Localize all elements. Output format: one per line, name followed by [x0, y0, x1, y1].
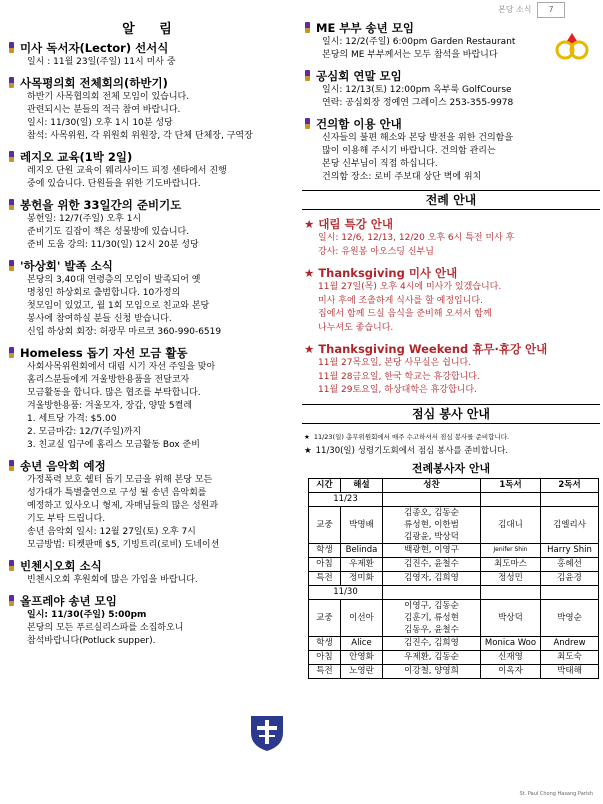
star-icon: ★ — [304, 266, 315, 280]
notice-item — [6, 149, 298, 191]
liturgy-line: 11월 29토요일, 하상대학은 휴강합니다. — [318, 385, 477, 395]
bullet-marker-icon — [9, 42, 14, 53]
bullet-marker-icon — [9, 260, 14, 271]
table-cell: Belinda — [341, 543, 383, 557]
page-header — [0, 0, 603, 20]
lunch-text: 11/23(일) 총무위원회에서 매주 수고하셔서 점심 봉사를 준비합니다. — [313, 432, 510, 441]
table-cell: 우제환 — [341, 557, 383, 571]
liturgy-line: 집에서 함께 드실 음식을 준비해 오셔서 함께 — [318, 309, 492, 319]
notice-line: 모금활동을 합니다. 많은 협조를 부탁합니다. — [27, 388, 201, 398]
table-cell: 김대니 — [481, 506, 541, 543]
notice-title-text: 레지오 교육(1박 2일) — [20, 150, 133, 164]
notice-line: 1. 세트당 가격: $5.00 — [27, 414, 117, 424]
liturgy-line: 나누셔도 좋습니다. — [318, 322, 394, 333]
bullet-marker-icon — [9, 199, 14, 210]
liturgy-line: 11월 27일(목) 오후 4시에 미사가 있겠습니다. — [318, 282, 502, 292]
notice-item — [6, 40, 298, 69]
table-cell: 이선아 — [341, 599, 383, 636]
bullet-marker-icon — [9, 77, 14, 88]
table-cell: 박영순 — [541, 599, 599, 636]
star-icon: ★ — [304, 432, 310, 441]
bullet-marker-icon — [9, 595, 14, 606]
notice-line: 많이 이용해 주시기 바랍니다. 건의함 관리는 — [322, 146, 496, 156]
table-cell-line: 김훈기, 류성현 — [404, 612, 459, 623]
notice-line: 중에 있습니다. 단원들을 위한 기도바랍니다. — [27, 179, 201, 189]
liturgy-line: 강사: 유원봉 아오스딩 신부님 — [318, 246, 434, 257]
notice-line: 일시 : 11월 23일(주일) 11시 미사 중 — [27, 57, 176, 67]
table-cell: Jenifer Shin — [481, 543, 541, 557]
table-cell: 우제환, 김동순 — [383, 650, 481, 664]
notice-line: 참석바랍니다(Potluck supper). — [27, 636, 156, 646]
table-cell: 학생 — [309, 543, 341, 557]
notice-line: 본당 신부님이 직접 하십니다. — [322, 159, 438, 169]
notice-line: 본당의 모든 푸르실리스파를 소집하오니 — [27, 623, 184, 633]
left-column — [6, 20, 298, 654]
table-cell: 박상덕 — [481, 599, 541, 636]
notice-title-text: 공심회 연말 모임 — [316, 69, 402, 83]
notice-line: 겨울방한용품: 겨울모자, 장갑, 양말 5켤레 — [27, 401, 193, 411]
notice-title-text: 봉헌을 위한 33일간의 준비기도 — [20, 198, 182, 212]
table-cell: 학생 — [309, 636, 341, 650]
notice-line: 연락: 공심회장 정예연 그레이스 253-355-9978 — [322, 98, 514, 108]
notice-line: 홈리스분들에게 겨울방한용품을 전달코자 — [27, 375, 190, 385]
table-cell: 홍혜선 — [541, 557, 599, 571]
table-cell-line: 류성현, 이한범 — [404, 519, 459, 530]
table-header-cell: 시간 — [309, 478, 341, 492]
notice-title-text: Homeless 돕기 자선 모금 활동 — [20, 346, 188, 360]
table-cell: 김진수, 김희영 — [383, 636, 481, 650]
table-cell-line: 김광윤, 박상덕 — [404, 531, 459, 542]
empty-cell — [383, 492, 481, 506]
notice-line: 신자들의 불편 해소와 본당 발전을 위한 건의함을 — [322, 133, 514, 143]
lunch-text: 11/30(일) 성령기도회에서 점심 봉사를 준비합니다. — [315, 445, 509, 456]
table-cell: 최도마스 — [481, 557, 541, 571]
servers-table-title: 전례봉사자 안내 — [411, 461, 491, 475]
empty-cell — [541, 585, 599, 599]
notice-line: 3. 친교실 입구에 홈리스 모금활동 Box 준비 — [27, 440, 200, 450]
notice-title — [6, 40, 298, 56]
table-cell: 정성민 — [481, 571, 541, 585]
table-cell: 백광현, 이영구 — [383, 543, 481, 557]
table-header-row — [309, 478, 599, 492]
table-row — [309, 506, 599, 543]
right-column — [302, 20, 600, 679]
notice-item — [6, 197, 298, 252]
notice-line: 준비 도움 강의: 11/30(일) 12시 20분 성당 — [27, 240, 199, 250]
star-icon: ★ — [304, 342, 315, 356]
notice-line: 일시: 12/13(토) 12:00pm 옥부룩 GolfCourse — [322, 85, 512, 95]
table-cell-line: 김종오, 김동순 — [404, 507, 459, 518]
notice-title-text: '하상회' 발족 소식 — [20, 259, 113, 273]
notice-line: 첫모임이 있었고, 월 1회 모임으로 친교와 본당 — [27, 301, 210, 311]
table-cell: Alice — [341, 636, 383, 650]
table-cell: 정미화 — [341, 571, 383, 585]
liturgy-title — [302, 341, 600, 357]
page-number: 7 — [537, 2, 565, 18]
table-cell: Andrew — [541, 636, 599, 650]
table-cell: 교중 — [309, 506, 341, 543]
table-cell: Monica Woo — [481, 636, 541, 650]
empty-cell — [541, 492, 599, 506]
notice-title-text: 사목평의회 전체회의(하반기) — [20, 76, 168, 90]
table-cell: Harry Shin — [541, 543, 599, 557]
liturgy-list — [302, 216, 600, 398]
notice-line: 일시: 11/30(일) 오후 1시 10분 성당 — [27, 118, 173, 128]
table-cell: 특전 — [309, 571, 341, 585]
table-row — [309, 543, 599, 557]
table-cell: 이옥자 — [481, 664, 541, 678]
notice-title — [6, 593, 298, 609]
table-row — [309, 492, 599, 506]
liturgy-item — [302, 341, 600, 398]
date-cell: 11/23 — [309, 492, 383, 506]
notice-item — [6, 558, 298, 587]
liturgy-banner: 전례 안내 — [302, 190, 600, 210]
table-cell: 박명배 — [341, 506, 383, 543]
notice-line: 본당의 ME 부부께서는 모두 참석을 바랍니다 — [322, 50, 498, 60]
bullet-marker-icon — [305, 70, 310, 81]
notice-line: 레지오 단원 교육이 웨리사이드 피정 센타에서 진행 — [27, 166, 227, 176]
notices-heading: 알 림 — [122, 22, 182, 37]
header-label: 본당 소식 — [498, 5, 532, 14]
notice-line: 사회사목위원회에서 대림 시기 자선 주일을 맞아 — [27, 362, 216, 372]
notice-line: 일시: 12/2(주일) 6:00pm Garden Restaurant — [322, 37, 516, 47]
bullet-marker-icon — [9, 347, 14, 358]
table-cell — [383, 599, 481, 636]
table-cell-line: 이영구, 김동순 — [404, 600, 459, 611]
notice-line: 하반기 사목협의회 전체 모임이 있습니다. — [27, 92, 190, 102]
liturgy-title — [302, 216, 600, 232]
empty-cell — [383, 585, 481, 599]
table-cell — [383, 506, 481, 543]
notice-line: 건의함 장소: 로비 주보대 상단 벽에 위치 — [322, 172, 482, 182]
notice-line: 2. 모금마감: 12/7(주일)까지 — [27, 427, 142, 437]
notice-item — [6, 345, 298, 452]
liturgy-line: 일시: 12/6, 12/13, 12/20 오후 6시 특전 미사 후 — [318, 233, 515, 243]
lunch-list — [302, 430, 600, 458]
table-row — [309, 571, 599, 585]
notice-line: 명칭인 하상회로 출범합니다. 10가정의 — [27, 288, 181, 298]
marriage-rings-logo — [553, 31, 591, 61]
table-cell: 김윤경 — [541, 571, 599, 585]
liturgy-line: 11월 28금요일, 한국 학교는 휴강합니다. — [318, 371, 480, 382]
notice-title-text: ME 부부 송년 모임 — [316, 21, 414, 35]
notice-line: 준비기도 길잡이 책은 성물방에 있습니다. — [27, 227, 190, 237]
notice-line: 봉사에 참여하실 분들 신청 받습니다. — [27, 314, 172, 324]
empty-cell — [481, 492, 541, 506]
bullet-marker-icon — [9, 560, 14, 571]
table-header-cell: 1독서 — [481, 478, 541, 492]
notice-line: 모금방법: 티켓판매 $5, 기빙트리(로비) 도네이션 — [27, 540, 220, 550]
notice-line: 기도 부탁 드립니다. — [27, 514, 106, 524]
lunch-line — [302, 430, 600, 444]
notice-line: 참석: 사목위원, 각 위원회 위원장, 각 단체 단체장, 구역장 — [27, 131, 253, 141]
notice-title-text: 올프레야 송년 모임 — [20, 594, 117, 608]
star-icon: ★ — [304, 445, 312, 456]
notice-item — [6, 258, 298, 339]
table-cell: 안영화 — [341, 650, 383, 664]
table-header-cell: 해설 — [341, 478, 383, 492]
table-row — [309, 599, 599, 636]
liturgy-item — [302, 216, 600, 259]
notice-line: 예정하고 있사오니 형제, 자매님들의 많은 성원과 — [27, 501, 219, 511]
table-cell: 김엘리사 — [541, 506, 599, 543]
table-row — [309, 650, 599, 664]
bullet-marker-icon — [305, 118, 310, 129]
notice-title — [6, 149, 298, 165]
notice-line: 빈첸시오회 후원회에 많은 가입을 바랍니다. — [27, 575, 198, 585]
table-cell: 박태해 — [541, 664, 599, 678]
notice-title — [302, 116, 600, 132]
notice-item — [6, 75, 298, 143]
notice-line: 신입 하상회 회장: 허광무 마르코 360-990-6519 — [27, 327, 222, 337]
table-cell: 최도숙 — [541, 650, 599, 664]
date-cell: 11/30 — [309, 585, 383, 599]
parish-footer: St. Paul Chong Hasang Parish — [519, 791, 593, 797]
bullet-marker-icon — [305, 22, 310, 33]
table-header-cell: 성찬 — [383, 478, 481, 492]
liturgy-title-text: 대림 특강 안내 — [318, 217, 393, 231]
lunch-banner: 점심 봉사 안내 — [302, 404, 600, 424]
notice-item — [6, 593, 298, 648]
table-cell: 신재영 — [481, 650, 541, 664]
notice-title-text: 건의함 이용 안내 — [316, 117, 402, 131]
liturgy-line: 미사 후에 조촐하게 식사를 할 예정입니다. — [318, 295, 483, 306]
notice-list — [6, 40, 298, 648]
table-row — [309, 636, 599, 650]
table-row — [309, 585, 599, 599]
emblem-shield-logo — [248, 713, 286, 753]
notice-line: 본당의 3,40대 연령층의 모임이 발족되어 옛 — [27, 275, 201, 285]
table-cell-line: 김동우, 윤철수 — [404, 624, 459, 635]
liturgy-title-text: Thanksgiving Weekend 휴무·휴강 안내 — [318, 342, 548, 356]
table-cell: 노영란 — [341, 664, 383, 678]
table-cell: 아침 — [309, 557, 341, 571]
table-cell: 교중 — [309, 599, 341, 636]
notice-line: 송년 음악회 일시: 12월 27일(토) 오후 7시 — [27, 527, 196, 537]
servers-table — [308, 478, 599, 679]
liturgy-title — [302, 265, 600, 281]
table-row — [309, 664, 599, 678]
bullet-marker-icon — [9, 460, 14, 471]
notice-title — [6, 345, 298, 361]
notice-item — [302, 68, 600, 110]
notice-line: 봉헌일: 12/7(주일) 오후 1시 — [27, 214, 142, 224]
notice-title-text: 미사 독서자(Lector) 선서식 — [20, 41, 169, 55]
table-row — [309, 557, 599, 571]
table-cell: 김영자, 김희영 — [383, 571, 481, 585]
notice-title — [6, 197, 298, 213]
table-header-cell: 2독서 — [541, 478, 599, 492]
liturgy-title-text: Thanksgiving 미사 안내 — [318, 266, 458, 280]
notice-title-text: 송년 음악회 예정 — [20, 459, 106, 473]
notice-title — [6, 258, 298, 274]
table-cell: 특전 — [309, 664, 341, 678]
notice-title — [6, 458, 298, 474]
notice-title-text: 빈첸시오회 소식 — [20, 559, 102, 573]
notice-title — [6, 558, 298, 574]
table-cell: 이강철, 양영희 — [383, 664, 481, 678]
bullet-marker-icon — [9, 151, 14, 162]
notice-item — [302, 116, 600, 184]
notice-line: 성가대가 특별출연으로 구성 될 송년 음악회를 — [27, 488, 207, 498]
empty-cell — [481, 585, 541, 599]
notice-line: 관련되시는 분들의 적극 참여 바랍니다. — [27, 105, 181, 115]
notice-line: 일시: 11/30(주일) 5:00pm — [27, 610, 147, 620]
notice-title — [6, 75, 298, 91]
table-cell: 아침 — [309, 650, 341, 664]
liturgy-item — [302, 265, 600, 335]
star-icon: ★ — [304, 217, 315, 231]
notice-line: 가정폭력 보호 쉘터 돕기 모금을 위해 본당 모든 — [27, 475, 213, 485]
notice-title — [302, 68, 600, 84]
lunch-line — [302, 444, 600, 458]
liturgy-line: 11월 27목요일, 본당 사무실은 쉽니다. — [318, 358, 472, 368]
table-cell: 김진수, 윤철수 — [383, 557, 481, 571]
notice-item — [6, 458, 298, 552]
